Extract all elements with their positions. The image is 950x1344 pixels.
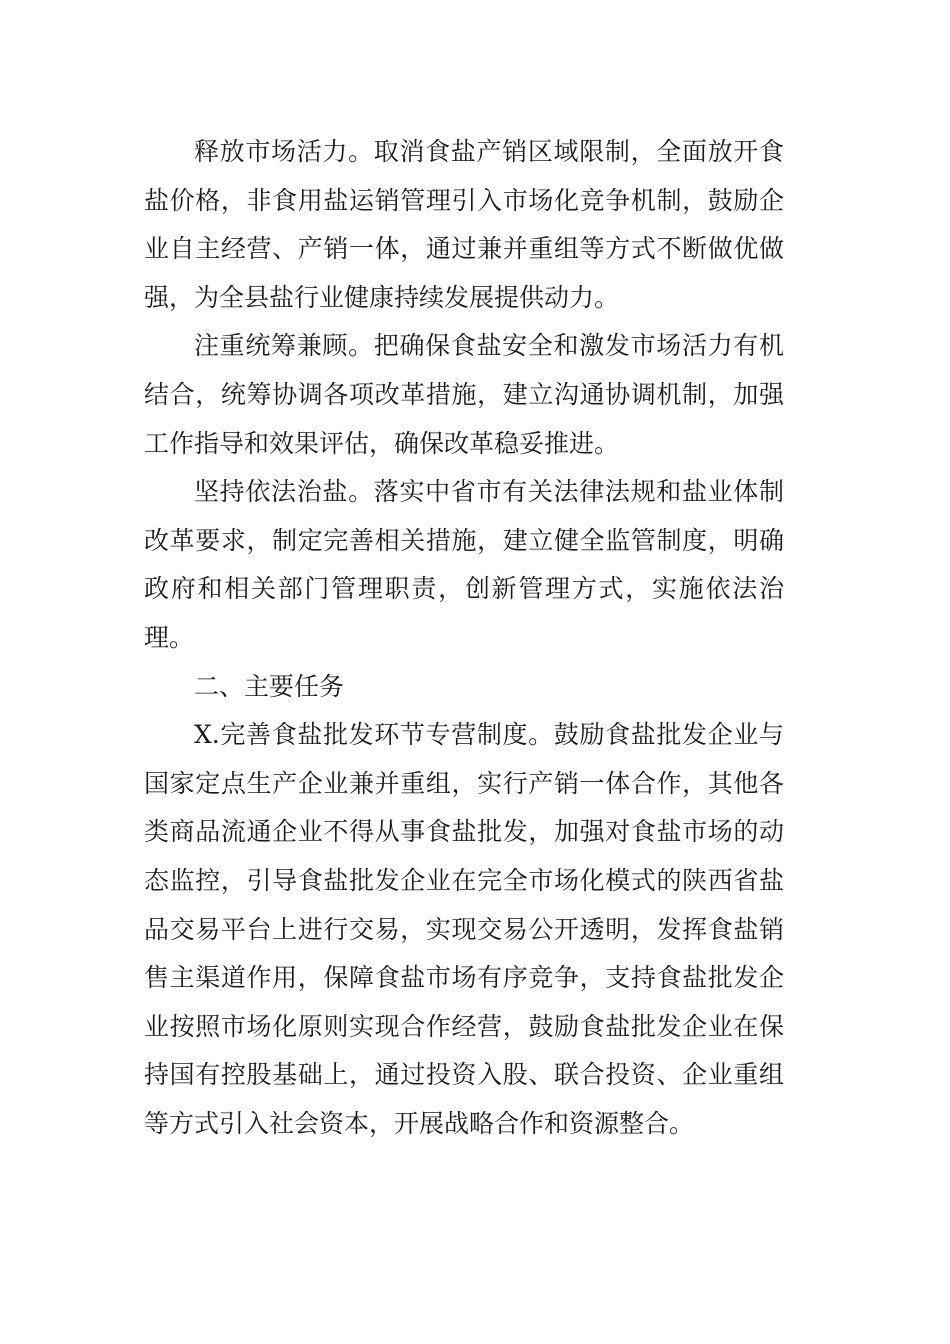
paragraph-rule-of-law	[144, 468, 784, 662]
text-line: 注重统筹兼顾。把确保食盐安全和激发市场活力有机	[194, 331, 784, 361]
paragraph-wholesale	[144, 711, 784, 1148]
text-line: 态监控，引导食盐批发企业在完全市场化模式的陕西省盐	[144, 865, 784, 895]
text-line: 理。	[144, 622, 195, 652]
text-line: 品交易平台上进行交易，实现交易公开透明，发挥食盐销	[144, 914, 784, 944]
text-line: 释放市场活力。取消食盐产销区域限制，全面放开食	[194, 137, 784, 166]
document-body	[144, 128, 784, 1148]
text-line: 盐价格，非食用盐运销管理引入市场化竞争机制，鼓励企	[144, 185, 784, 215]
text-line: 政府和相关部门管理职责，创新管理方式，实施依法治	[144, 574, 784, 604]
text-line: 业按照市场化原则实现合作经营，鼓励食盐批发企业在保	[144, 1011, 784, 1041]
text-line: 国家定点生产企业兼并重组，实行产销一体合作，其他各	[144, 768, 784, 798]
text-line: 坚持依法治盐。落实中省市有关法律法规和盐业体制	[194, 477, 784, 507]
text-line: 类商品流通企业不得从事食盐批发，加强对食盐市场的动	[144, 817, 784, 847]
text-line: 强，为全县盐行业健康持续发展提供动力。	[144, 282, 620, 312]
paragraph-market-vitality	[144, 128, 784, 322]
section-heading: 二、主要任务	[194, 671, 345, 701]
text-line: 改革要求，制定完善相关措施，建立健全监管制度，明确	[144, 525, 784, 555]
paragraph-coordination	[144, 322, 784, 468]
text-line: X.完善食盐批发环节专营制度。鼓励食盐批发企业与	[194, 720, 784, 750]
text-line: 结合，统筹协调各项改革措施，建立沟通协调机制，加强	[144, 379, 784, 409]
text-line: 等方式引入社会资本，开展战略合作和资源整合。	[144, 1108, 695, 1138]
text-line: 业自主经营、产销一体，通过兼并重组等方式不断做优做	[144, 234, 784, 264]
text-line: 工作指导和效果评估，确保改革稳妥推进。	[144, 428, 620, 458]
text-line: 持国有控股基础上，通过投资入股、联合投资、企业重组	[144, 1060, 784, 1090]
section-heading-main-tasks	[144, 663, 784, 712]
text-line: 售主渠道作用，保障食盐市场有序竞争，支持食盐批发企	[144, 963, 784, 993]
